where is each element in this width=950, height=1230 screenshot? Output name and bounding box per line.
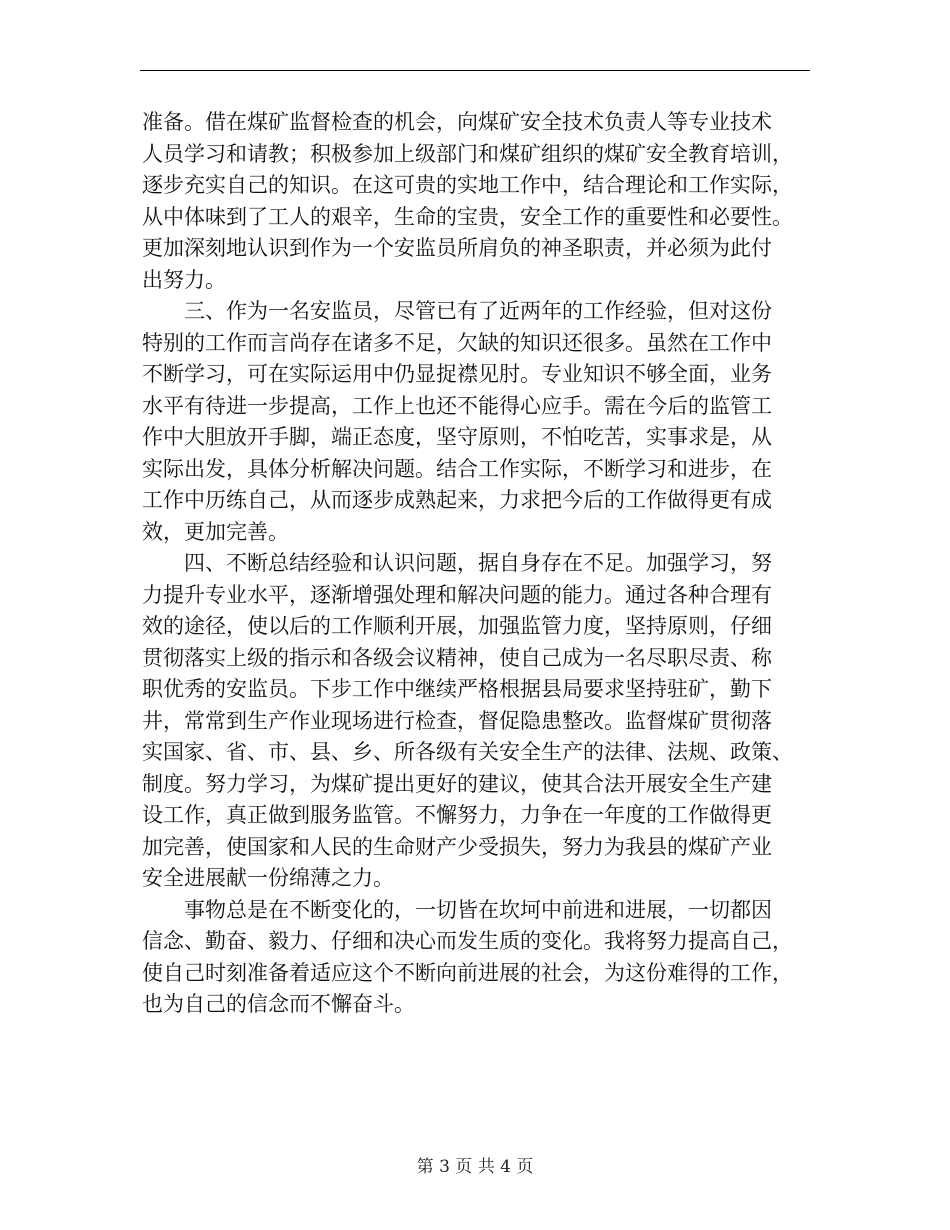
text-line: 实际出发，具体分析解决问题。结合工作实际，不断学习和进步，在 (142, 456, 772, 481)
text-line: 出努力。 (142, 267, 226, 292)
text-line: 事物总是在不断变化的，一切皆在坎坷中前进和进展，一切都因 (142, 897, 772, 922)
text-line: 水平有待进一步提高，工作上也还不能得心应手。需在今后的监管工 (142, 393, 772, 418)
text-line: 安全进展献一份绵薄之力。 (142, 866, 394, 890)
text-line: 加完善，使国家和人民的生命财产少受损失，努力为我县的煤矿产业 (142, 834, 772, 859)
text-line: 井，常常到生产作业现场进行检查，督促隐患整改。监督煤矿贯彻落 (142, 708, 772, 733)
text-line: 职优秀的安监员。下步工作中继续严格根据县局要求坚持驻矿，勤下 (142, 677, 772, 701)
text-line: 效，更加完善。 (142, 519, 289, 544)
text-line: 也为自己的信念而不懈奋斗。 (142, 992, 415, 1016)
page-number: 第 3 页 共 4 页 (416, 1157, 534, 1177)
text-line: 更加深刻地认识到作为一个安监员所肩负的神圣职责，并必须为此付 (142, 236, 772, 260)
text-line: 设工作，真正做到服务监管。不懈努力，力争在一年度的工作做得更 (142, 803, 772, 827)
header-rule (140, 70, 810, 71)
text-line: 工作中历练自己，从而逐步成熟起来，力求把今后的工作做得更有成 (142, 488, 772, 512)
text-line: 四、不断总结经验和认识问题，据自身存在不足。加强学习，努 (142, 551, 772, 575)
body-text (142, 107, 814, 1021)
text-line: 实国家、省、市、县、乡、所各级有关安全生产的法律、法规、政策、 (142, 740, 793, 764)
text-line: 贯彻落实上级的指示和各级会议精神，使自己成为一名尽职尽责、称 (142, 645, 772, 670)
text-line: 使自己时刻准备着适应这个不断向前进展的社会，为这份难得的工作， (142, 960, 793, 985)
text-line: 从中体味到了工人的艰辛，生命的宝贵，安全工作的重要性和必要性。 (142, 204, 793, 229)
text-line: 人员学习和请教；积极参加上级部门和煤矿组织的煤矿安全教育培训， (142, 141, 793, 166)
text-line: 逐步充实自己的知识。在这可贵的实地工作中，结合理论和工作实际， (142, 173, 793, 197)
text-line: 力提升专业水平，逐渐增强处理和解决问题的能力。通过各种合理有 (142, 582, 772, 607)
text-line: 信念、勤奋、毅力、仔细和决心而发生质的变化。我将努力提高自己， (142, 929, 793, 953)
text-line: 准备。借在煤矿监督检查的机会，向煤矿安全技术负责人等专业技术 (142, 110, 772, 134)
text-line: 制度。努力学习，为煤矿提出更好的建议，使其合法开展安全生产建 (142, 771, 772, 796)
text-line: 特别的工作而言尚存在诸多不足，欠缺的知识还很多。虽然在工作中 (142, 330, 772, 355)
text-line: 三、作为一名安监员，尽管已有了近两年的工作经验，但对这份 (142, 299, 772, 323)
text-line: 不断学习，可在实际运用中仍显捉襟见肘。专业知识不够全面，业务 (142, 362, 772, 386)
text-line: 作中大胆放开手脚，端正态度，坚守原则，不怕吃苦，实事求是，从 (142, 425, 772, 449)
text-line: 效的途径，使以后的工作顺利开展，加强监管力度，坚持原则，仔细 (142, 614, 772, 638)
